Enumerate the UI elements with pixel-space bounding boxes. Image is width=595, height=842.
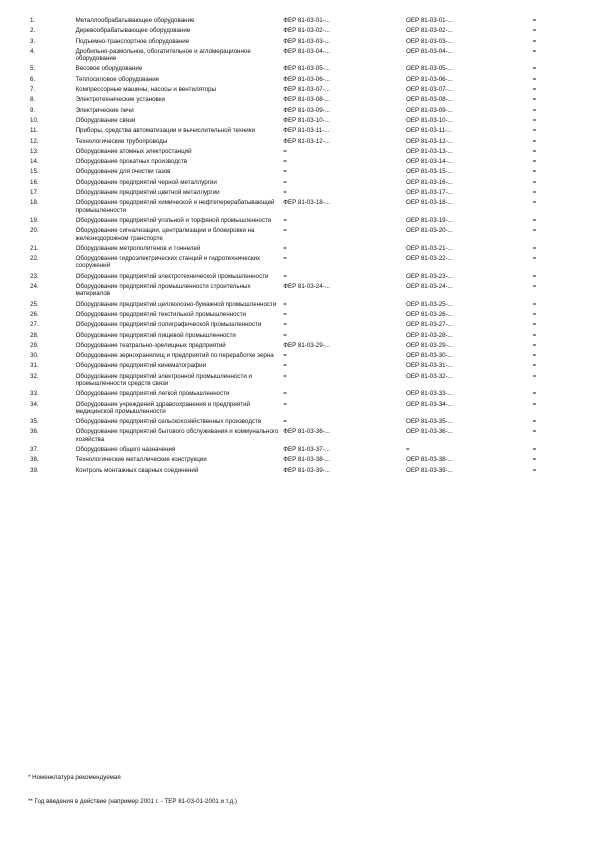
- row-number: 24.: [30, 283, 39, 291]
- row-oer-code: ОЕР 81-03-27-...: [406, 321, 453, 329]
- row-ter-code: =: [532, 466, 537, 474]
- row-ter-code: =: [532, 390, 537, 398]
- table-row: [22, 227, 578, 245]
- row-fer-code: =: [283, 244, 287, 252]
- row-number: 39.: [30, 466, 39, 474]
- row-name: Технологические металлические конструкции: [75, 456, 207, 464]
- table-row: [22, 148, 578, 158]
- row-number: 5.: [30, 65, 36, 73]
- row-ter-code: =: [532, 96, 537, 104]
- row-fer-code: =: [283, 147, 287, 155]
- row-ter-code: =: [532, 418, 537, 426]
- row-name: Оборудование предприятий легкой промышленности: [75, 390, 230, 398]
- row-fer-code: =: [283, 390, 287, 398]
- row-name: Электрические печи: [75, 106, 134, 114]
- row-fer-code: ФЕР 81-03-18-...: [283, 199, 330, 207]
- row-fer-code: ФЕР 81-03-36-...: [283, 428, 330, 436]
- row-fer-code: =: [283, 352, 287, 360]
- row-fer-code: ФЕР 81-03-03-...: [283, 37, 330, 45]
- row-ter-code: =: [532, 158, 537, 166]
- table-row: [22, 65, 578, 75]
- row-ter-code: =: [532, 362, 537, 370]
- table-row: [22, 311, 578, 321]
- row-name: Оборудование предприятий целлюлозно-бумажной промышленности: [75, 300, 277, 308]
- collection-table-body: [22, 17, 578, 474]
- row-oer-code: ОЕР 81-03-20-...: [406, 227, 453, 235]
- table-row: [22, 127, 578, 137]
- row-ter-code: =: [532, 244, 537, 252]
- table-row: [22, 107, 578, 117]
- row-number: 21.: [30, 244, 39, 252]
- row-name: Оборудование для очистки газов: [75, 168, 171, 176]
- row-oer-code: ОЕР 81-03-29-...: [406, 341, 453, 349]
- row-number: 7.: [30, 86, 36, 94]
- row-name: Теплосиловое оборудование: [75, 75, 160, 83]
- row-name: Оборудование метрополитенов и тоннелей: [75, 244, 201, 252]
- row-number: 27.: [30, 321, 39, 329]
- row-number: 37.: [30, 446, 39, 454]
- table-row: [22, 217, 578, 227]
- row-name: Оборудование предприятий электронной промышленности и промышленности средств связи: [75, 372, 252, 387]
- row-number: 35.: [30, 418, 39, 426]
- row-name: Оборудование предприятий пищевой промышленности: [75, 331, 236, 339]
- table-row: [22, 158, 578, 168]
- row-fer-code: ФЕР 81-03-06-...: [283, 75, 330, 83]
- table-row: [22, 27, 578, 37]
- row-fer-code: =: [283, 300, 287, 308]
- row-oer-code: ОЕР 81-03-33-...: [406, 390, 453, 398]
- row-fer-code: ФЕР 81-03-08-...: [283, 96, 330, 104]
- row-number: 16.: [30, 178, 39, 186]
- row-name: Оборудование прокатных производств: [75, 158, 188, 166]
- row-oer-code: ОЕР 81-03-34-...: [406, 400, 453, 408]
- row-oer-code: ОЕР 81-03-35-...: [406, 418, 453, 426]
- table-row: [22, 38, 578, 48]
- row-ter-code: =: [532, 75, 537, 83]
- row-name: Оборудование предприятий электротехнической промышленности: [75, 272, 269, 280]
- table-row: [22, 301, 578, 311]
- row-fer-code: ФЕР 81-03-39-...: [283, 466, 330, 474]
- row-ter-code: =: [532, 47, 537, 55]
- table-row: [22, 390, 578, 400]
- row-fer-code: =: [283, 400, 287, 408]
- row-oer-code: ОЕР 81-03-32-...: [406, 372, 453, 380]
- row-ter-code: =: [532, 127, 537, 135]
- row-number: 2.: [30, 27, 36, 35]
- row-number: 19.: [30, 216, 39, 224]
- row-ter-code: =: [532, 227, 537, 235]
- table-row: [22, 352, 578, 362]
- row-oer-code: ОЕР 81-03-03-...: [406, 37, 453, 45]
- table-row: [22, 17, 578, 27]
- row-ter-code: =: [532, 178, 537, 186]
- row-oer-code: ОЕР 81-03-30-...: [406, 352, 453, 360]
- table-row: [22, 273, 578, 283]
- row-ter-code: =: [532, 400, 537, 408]
- row-ter-code: =: [532, 446, 537, 454]
- row-oer-code: ОЕР 81-03-21-...: [406, 244, 453, 252]
- row-fer-code: ФЕР 81-03-37-...: [283, 446, 330, 454]
- table-row: [22, 199, 578, 217]
- row-name: Контроль монтажных сварных соединений: [75, 466, 199, 474]
- row-ter-code: =: [532, 321, 537, 329]
- table-row: [22, 342, 578, 352]
- row-ter-code: =: [532, 255, 537, 263]
- collection-table: [22, 17, 578, 474]
- table-row: [22, 138, 578, 148]
- row-number: 15.: [30, 168, 39, 176]
- row-number: 14.: [30, 158, 39, 166]
- row-number: 23.: [30, 272, 39, 280]
- table-row: [22, 456, 578, 466]
- table-row: [22, 96, 578, 106]
- row-oer-code: ОЕР 81-03-36-...: [406, 428, 453, 436]
- row-fer-code: ФЕР 81-03-12-...: [283, 137, 330, 145]
- table-row: [22, 418, 578, 428]
- row-oer-code: ОЕР 81-03-25-...: [406, 300, 453, 308]
- table-row: [22, 255, 578, 273]
- row-ter-code: =: [532, 65, 537, 73]
- row-number: 32.: [30, 372, 39, 380]
- row-number: 18.: [30, 199, 39, 207]
- row-fer-code: =: [283, 372, 287, 380]
- row-oer-code: ОЕР 81-03-06-...: [406, 75, 453, 83]
- row-fer-code: =: [283, 418, 287, 426]
- row-fer-code: ФЕР 81-03-10-...: [283, 116, 330, 124]
- row-ter-code: =: [532, 283, 537, 291]
- row-ter-code: =: [532, 199, 537, 207]
- row-ter-code: =: [532, 300, 537, 308]
- row-oer-code: ОЕР 81-03-19-...: [406, 216, 453, 224]
- row-fer-code: =: [283, 158, 287, 166]
- row-number: 6.: [30, 75, 36, 83]
- table-row: [22, 467, 578, 474]
- row-number: 13.: [30, 147, 39, 155]
- row-number: 22.: [30, 255, 39, 263]
- row-number: 36.: [30, 428, 39, 436]
- row-name: Оборудование предприятий цветной металлургии: [75, 189, 220, 197]
- row-name: Оборудование общего назначения: [75, 446, 176, 454]
- row-ter-code: =: [532, 272, 537, 280]
- row-name: Подъемно-транспортное оборудование: [75, 37, 190, 45]
- row-name: Металлообрабатывающее оборудование: [75, 17, 195, 24]
- row-ter-code: =: [532, 116, 537, 124]
- table-row: [22, 321, 578, 331]
- table-row: [22, 189, 578, 199]
- row-ter-code: =: [532, 428, 537, 436]
- row-oer-code: ОЕР 81-03-23-...: [406, 272, 453, 280]
- row-number: 10.: [30, 116, 39, 124]
- row-oer-code: ОЕР 81-03-13-...: [406, 147, 453, 155]
- row-oer-code: ОЕР 81-03-26-...: [406, 310, 453, 318]
- row-number: 12.: [30, 137, 39, 145]
- row-number: 30.: [30, 352, 39, 360]
- row-number: 29.: [30, 341, 39, 349]
- row-number: 38.: [30, 456, 39, 464]
- row-name: Оборудование театрально-зрелищных предприятий: [75, 341, 226, 349]
- row-ter-code: =: [532, 216, 537, 224]
- row-ter-code: =: [532, 37, 537, 45]
- row-oer-code: ОЕР 81-03-28-...: [406, 331, 453, 339]
- row-number: 8.: [30, 96, 36, 104]
- row-ter-code: =: [532, 341, 537, 349]
- row-oer-code: ОЕР 81-03-05-...: [406, 65, 453, 73]
- row-oer-code: ОЕР 81-03-09-...: [406, 106, 453, 114]
- row-name: Оборудование предприятий черной металлургии: [75, 178, 217, 186]
- row-ter-code: =: [532, 86, 537, 94]
- row-name: Технологические трубопроводы: [75, 137, 168, 145]
- row-fer-code: =: [283, 321, 287, 329]
- row-number: 33.: [30, 390, 39, 398]
- row-name: Оборудование учреждений здравоохранения и предприятий медицинской промышленности: [75, 400, 250, 415]
- row-fer-code: ФЕР 81-03-09-...: [283, 106, 330, 114]
- row-fer-code: ФЕР 81-03-04-...: [283, 47, 330, 55]
- row-fer-code: ФЕР 81-03-07-...: [283, 86, 330, 94]
- footnote-year: ** Год введения в действие (например 2001 г. - ТЕР 81-03-01-2001 и т.д.): [28, 798, 237, 805]
- row-ter-code: =: [532, 27, 537, 35]
- row-fer-code: ФЕР 81-03-29-...: [283, 341, 330, 349]
- row-ter-code: =: [532, 189, 537, 197]
- row-fer-code: =: [283, 272, 287, 280]
- row-number: 11.: [30, 127, 39, 135]
- row-oer-code: ОЕР 81-03-18-...: [406, 199, 453, 207]
- row-oer-code: ОЕР 81-03-16-...: [406, 178, 453, 186]
- row-ter-code: =: [532, 352, 537, 360]
- row-name: Оборудование предприятий промышленности строительных материалов: [75, 283, 251, 298]
- row-number: 20.: [30, 227, 39, 235]
- table-row: [22, 401, 578, 419]
- row-ter-code: =: [532, 331, 537, 339]
- row-name: Оборудование предприятий сельскохозяйственных производств: [75, 418, 262, 426]
- row-number: 28.: [30, 331, 39, 339]
- row-fer-code: ФЕР 81-03-38-...: [283, 456, 330, 464]
- row-oer-code: ОЕР 81-03-31-...: [406, 362, 453, 370]
- row-ter-code: =: [532, 372, 537, 380]
- row-fer-code: ФЕР 81-03-01-...: [283, 17, 330, 24]
- row-oer-code: ОЕР 81-03-10-...: [406, 116, 453, 124]
- row-name: Весовое оборудование: [75, 65, 143, 73]
- row-oer-code: ОЕР 81-03-38-...: [406, 456, 453, 464]
- row-fer-code: ФЕР 81-03-24-...: [283, 283, 330, 291]
- row-name: Оборудование связи: [75, 116, 136, 124]
- row-oer-code: ОЕР 81-03-39-...: [406, 466, 453, 474]
- row-oer-code: =: [406, 446, 410, 454]
- row-oer-code: ОЕР 81-03-12-...: [406, 137, 453, 145]
- row-name: Приборы, средства автоматизации и вычислительной техники: [75, 127, 255, 135]
- row-fer-code: =: [283, 255, 287, 263]
- row-number: 3.: [30, 37, 36, 45]
- row-ter-code: =: [532, 17, 537, 24]
- row-name: Оборудование сигнализации, централизации и блокировки на железнодорожном транспорте: [75, 227, 255, 242]
- row-ter-code: =: [532, 137, 537, 145]
- row-oer-code: ОЕР 81-03-14-...: [406, 158, 453, 166]
- row-name: Оборудование предприятий бытового обслуживания и коммунального хозяйства: [75, 428, 279, 443]
- row-ter-code: =: [532, 456, 537, 464]
- row-oer-code: ОЕР 81-03-02-...: [406, 27, 453, 35]
- row-name: Оборудование предприятий полиграфической промышленности: [75, 321, 262, 329]
- table-row: [22, 428, 578, 446]
- row-oer-code: ОЕР 81-03-15-...: [406, 168, 453, 176]
- row-oer-code: ОЕР 81-03-01-...: [406, 17, 453, 24]
- row-oer-code: ОЕР 81-03-17-...: [406, 189, 453, 197]
- table-row: [22, 362, 578, 372]
- row-name: Оборудование зернохранилищ и предприятий по переработке зерна: [75, 352, 274, 360]
- row-number: 1.: [30, 17, 36, 24]
- row-oer-code: ОЕР 81-03-11-...: [406, 127, 453, 135]
- table-row: [22, 76, 578, 86]
- row-name: Компрессорные машины, насосы и вентиляторы: [75, 86, 217, 94]
- table-row: [22, 373, 578, 391]
- row-number: 9.: [30, 106, 36, 114]
- row-number: 4.: [30, 47, 36, 55]
- row-number: 17.: [30, 189, 39, 197]
- row-oer-code: ОЕР 81-03-22-...: [406, 255, 453, 263]
- row-number: 34.: [30, 400, 39, 408]
- table-row: [22, 48, 578, 66]
- row-fer-code: =: [283, 216, 287, 224]
- row-name: Оборудование предприятий кинематографии: [75, 362, 207, 370]
- row-oer-code: ОЕР 81-03-08-...: [406, 96, 453, 104]
- row-fer-code: ФЕР 81-03-05-...: [283, 65, 330, 73]
- row-name: Электротехнические установки: [75, 96, 165, 104]
- row-number: 25.: [30, 300, 39, 308]
- row-number: 26.: [30, 310, 39, 318]
- table-row: [22, 86, 578, 96]
- row-fer-code: ФЕР 81-03-11-...: [283, 127, 330, 135]
- row-name: Оборудование гидроэлектрических станций и гидротехнических сооружений: [75, 255, 261, 270]
- table-row: [22, 168, 578, 178]
- row-name: Деревообрабатывающее оборудование: [75, 27, 191, 35]
- row-oer-code: ОЕР 81-03-07-...: [406, 86, 453, 94]
- row-fer-code: =: [283, 189, 287, 197]
- row-oer-code: ОЕР 81-03-24-...: [406, 283, 453, 291]
- row-ter-code: =: [532, 147, 537, 155]
- table-row: [22, 446, 578, 456]
- row-ter-code: =: [532, 168, 537, 176]
- row-name: Оборудование атомных электростанций: [75, 147, 192, 155]
- row-fer-code: =: [283, 331, 287, 339]
- row-fer-code: ФЕР 81-03-02-...: [283, 27, 330, 35]
- row-number: 31.: [30, 362, 39, 370]
- row-ter-code: =: [532, 310, 537, 318]
- table-row: [22, 332, 578, 342]
- row-name: Оборудование предприятий текстильной промышленности: [75, 310, 246, 318]
- row-fer-code: =: [283, 227, 287, 235]
- row-fer-code: =: [283, 168, 287, 176]
- table-row: [22, 283, 578, 301]
- footnote-nomenclature: * Номенклатура рекомендуемая: [28, 774, 121, 781]
- table-row: [22, 245, 578, 255]
- row-name: Оборудование предприятий угольной и торфяной промышленности: [75, 216, 272, 224]
- row-oer-code: ОЕР 81-03-04-...: [406, 47, 453, 55]
- table-row: [22, 117, 578, 127]
- table-row: [22, 179, 578, 189]
- row-fer-code: =: [283, 310, 287, 318]
- row-name: Дробильно-размольное, обогатительное и агломерационное оборудование: [75, 47, 251, 63]
- row-fer-code: =: [283, 178, 287, 186]
- row-name: Оборудование предприятий химической и нефтеперерабатывающей промышленности: [75, 199, 275, 214]
- row-ter-code: =: [532, 106, 537, 114]
- row-fer-code: =: [283, 362, 287, 370]
